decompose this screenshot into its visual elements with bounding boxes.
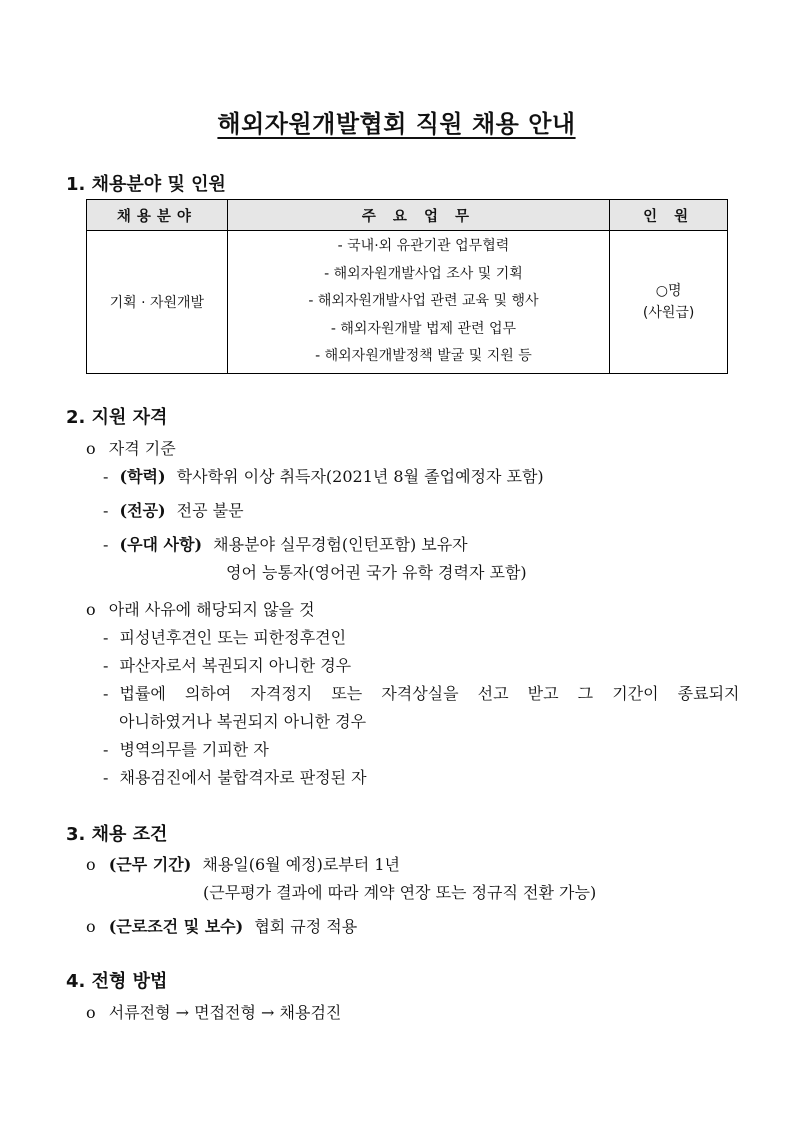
disq-item-text: 피성년후견인 또는 피한정후견인 [119, 628, 347, 647]
dash-marker: - [103, 768, 109, 787]
disq-item [103, 767, 367, 789]
process-text: 서류전형 → 면접전형 → 채용검진 [108, 1003, 342, 1022]
major-line [103, 500, 244, 522]
preference-text-2: 영어 능통자(영어권 국가 유학 경력자 포함) [226, 563, 527, 582]
section-1-heading: 1. 채용분야 및 인원 [66, 174, 226, 195]
disq-item-text: 채용검진에서 불합격자로 판정된 자 [119, 768, 367, 787]
cell-field: 기획 · 자원개발 [87, 231, 228, 374]
table-row [87, 231, 728, 374]
dash-marker: - [103, 628, 109, 647]
preference-label: (우대 사항) [119, 535, 203, 554]
disq-item [103, 627, 346, 649]
cell-duties [227, 231, 610, 374]
degree-line [103, 466, 544, 488]
disq-item [103, 739, 269, 761]
criteria-line [86, 438, 176, 460]
disq-item-continued: 아니하였거나 복권되지 아니한 경우 [119, 712, 367, 731]
duty-item: - 해외자원개발정책 발굴 및 지원 등 [315, 348, 532, 364]
section-3-heading: 3. 채용 조건 [66, 824, 168, 845]
preference-text-1: 채용분야 실무경험(인턴포함) 보유자 [213, 535, 468, 554]
section-4-heading: 4. 전형 방법 [66, 971, 168, 992]
document-title: 해외자원개발협회 직원 채용 안내 [217, 110, 576, 138]
disq-item [103, 683, 738, 705]
bullet-marker: o [86, 1003, 96, 1022]
term-text: 채용일(6월 예정)로부터 1년 [202, 855, 400, 874]
header-duties: 주 요 업 무 [227, 200, 610, 231]
header-field: 채용분야 [87, 200, 228, 231]
process-line [86, 1002, 341, 1024]
disq-item-text: 법률에 의하여 자격정지 또는 자격상실을 선고 받고 그 기간이 종료되지 [119, 684, 740, 703]
disq-item [103, 655, 351, 677]
criteria-title: 자격 기준 [108, 439, 176, 458]
duty-item: - 국내·외 유관기관 업무협력 [337, 238, 510, 254]
term-note: (근무평가 결과에 따라 계약 연장 또는 정규직 전환 가능) [203, 883, 597, 902]
disq-item-text: 파산자로서 복권되지 아니한 경우 [119, 656, 352, 675]
major-text: 전공 불문 [176, 501, 244, 520]
pay-label: (근로조건 및 보수) [108, 917, 244, 936]
bullet-marker: o [86, 917, 96, 936]
dash-marker: - [103, 656, 109, 675]
duty-item: - 해외자원개발사업 조사 및 기획 [324, 265, 523, 282]
dash-marker: - [103, 535, 109, 554]
dash-marker: - [103, 501, 109, 520]
disqualification-title: 아래 사유에 해당되지 않을 것 [108, 600, 315, 619]
headcount-value: ○명 [655, 282, 682, 299]
duty-item: - 해외자원개발 법제 관련 업무 [330, 320, 517, 337]
bullet-marker: o [86, 439, 96, 458]
degree-label: (학력) [119, 467, 166, 486]
section-2-heading: 2. 지원 자격 [66, 407, 168, 428]
header-headcount: 인 원 [610, 200, 728, 231]
term-line [86, 854, 400, 876]
preference-line [103, 534, 468, 556]
pay-text: 협회 규정 적용 [254, 917, 358, 936]
disqualification-line [86, 599, 315, 621]
dash-marker: - [103, 467, 109, 486]
headcount-rank: (사원급) [642, 304, 695, 321]
degree-text: 학사학위 이상 취득자(2021년 8월 졸업예정자 포함) [176, 467, 544, 486]
bullet-marker: o [86, 600, 96, 619]
dash-marker: - [103, 740, 109, 759]
term-label: (근무 기간) [108, 855, 192, 874]
table-header-row [87, 200, 728, 231]
major-label: (전공) [119, 501, 166, 520]
pay-line [86, 916, 357, 938]
disq-item-text: 병역의무를 기피한 자 [119, 740, 269, 759]
dash-marker: - [103, 684, 109, 703]
recruitment-table [86, 199, 728, 374]
cell-headcount [610, 231, 728, 374]
duty-item: - 해외자원개발사업 관련 교육 및 행사 [308, 293, 539, 309]
bullet-marker: o [86, 855, 96, 874]
